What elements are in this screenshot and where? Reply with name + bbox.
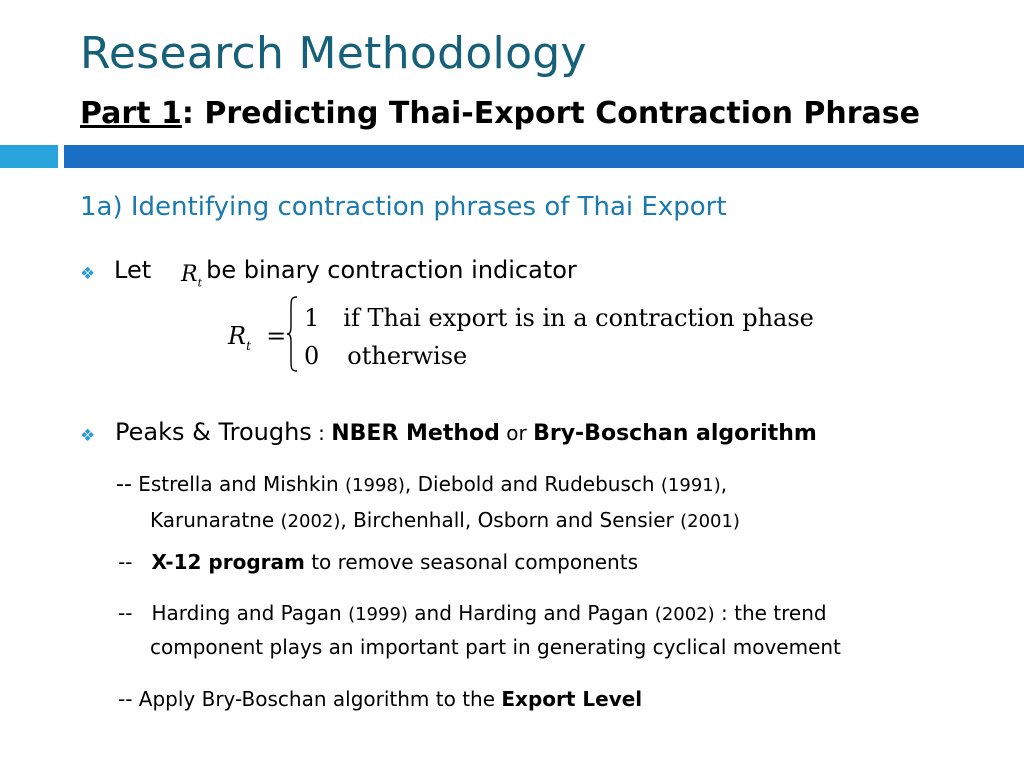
ref-year: (2001) — [680, 511, 740, 532]
inline-rt-letter: R — [181, 262, 198, 287]
sub1-dash: -- — [116, 472, 132, 497]
export-level: Export Level — [501, 687, 643, 711]
ref-harding-2: and Harding and Pagan — [407, 601, 655, 625]
bullet-let-post: be binary contraction indicator — [206, 256, 577, 284]
case2-value: 0 — [304, 342, 320, 370]
slide-title: Research Methodology — [80, 28, 587, 79]
harding-trend: : the trend — [714, 601, 827, 625]
header-bar — [64, 145, 1024, 168]
subtitle-part-label: Part 1 — [80, 96, 182, 131]
x12-rest: to remove seasonal components — [304, 550, 638, 574]
ref-birchenhall: , Birchenhall, Osborn and Sensier — [340, 508, 681, 532]
ref-year: (1999) — [348, 604, 408, 625]
ref-year: (2002) — [654, 604, 715, 625]
sub2-dash: -- — [118, 550, 133, 574]
peaks-troughs-label: Peaks & Troughs — [115, 418, 312, 446]
x12-program: X-12 program — [151, 550, 305, 574]
ref-harding-1: Harding and Pagan — [151, 601, 349, 625]
bullet-peaks-troughs — [115, 418, 817, 446]
ref-sep: , — [720, 472, 728, 496]
equation-subscript: t — [246, 338, 251, 353]
sub-item-apply-bry-boschan — [118, 687, 642, 711]
sub3-dash: -- — [118, 601, 133, 625]
equation-lhs — [228, 322, 286, 353]
method-or: or — [499, 421, 534, 445]
ref-year: (1998) — [345, 475, 405, 496]
section-heading: 1a) Identifying contraction phrases of Thai Export — [80, 192, 727, 222]
sub-item-harding-pagan-cont: component plays an important part in generating cyclical movement — [150, 635, 841, 659]
equation-case-1 — [304, 304, 814, 332]
inline-rt-symbol — [181, 262, 202, 289]
inline-rt-subscript: t — [197, 276, 202, 290]
case1-value: 1 — [304, 304, 320, 332]
equation-case-2 — [304, 342, 467, 370]
sub-item-references-1 — [116, 472, 727, 497]
ref-year: (2002) — [280, 511, 341, 532]
slide-subtitle — [80, 96, 920, 131]
ref-karunaratne: Karunaratne — [150, 508, 281, 532]
equation-brace — [286, 296, 298, 372]
equation-symbol: R — [228, 322, 247, 350]
peaks-colon: : — [311, 421, 332, 445]
apply-text: -- Apply Bry-Boschan algorithm to the — [118, 687, 502, 711]
sub-item-x12 — [118, 550, 638, 574]
sub-item-harding-pagan — [118, 601, 827, 625]
subtitle-text: : Predicting Thai-Export Contraction Phrase — [181, 96, 920, 131]
ref-estrella: Estrella and Mishkin — [138, 472, 346, 496]
method-bry-boschan: Bry-Boschan algorithm — [533, 421, 817, 446]
equation-equals: = — [266, 322, 287, 350]
bullet-diamond-icon: ❖ — [80, 426, 96, 446]
case1-text: if Thai export is in a contraction phase — [343, 304, 814, 332]
method-nber: NBER Method — [331, 421, 500, 446]
header-bar-accent — [0, 145, 58, 168]
case2-text: otherwise — [347, 342, 468, 370]
bullet-let-pre: Let — [114, 256, 152, 284]
ref-diebold: , Diebold and Rudebusch — [404, 472, 661, 496]
bullet-diamond-icon: ❖ — [80, 264, 96, 284]
sub-item-references-2 — [150, 508, 740, 532]
ref-year: (1991) — [660, 475, 721, 496]
